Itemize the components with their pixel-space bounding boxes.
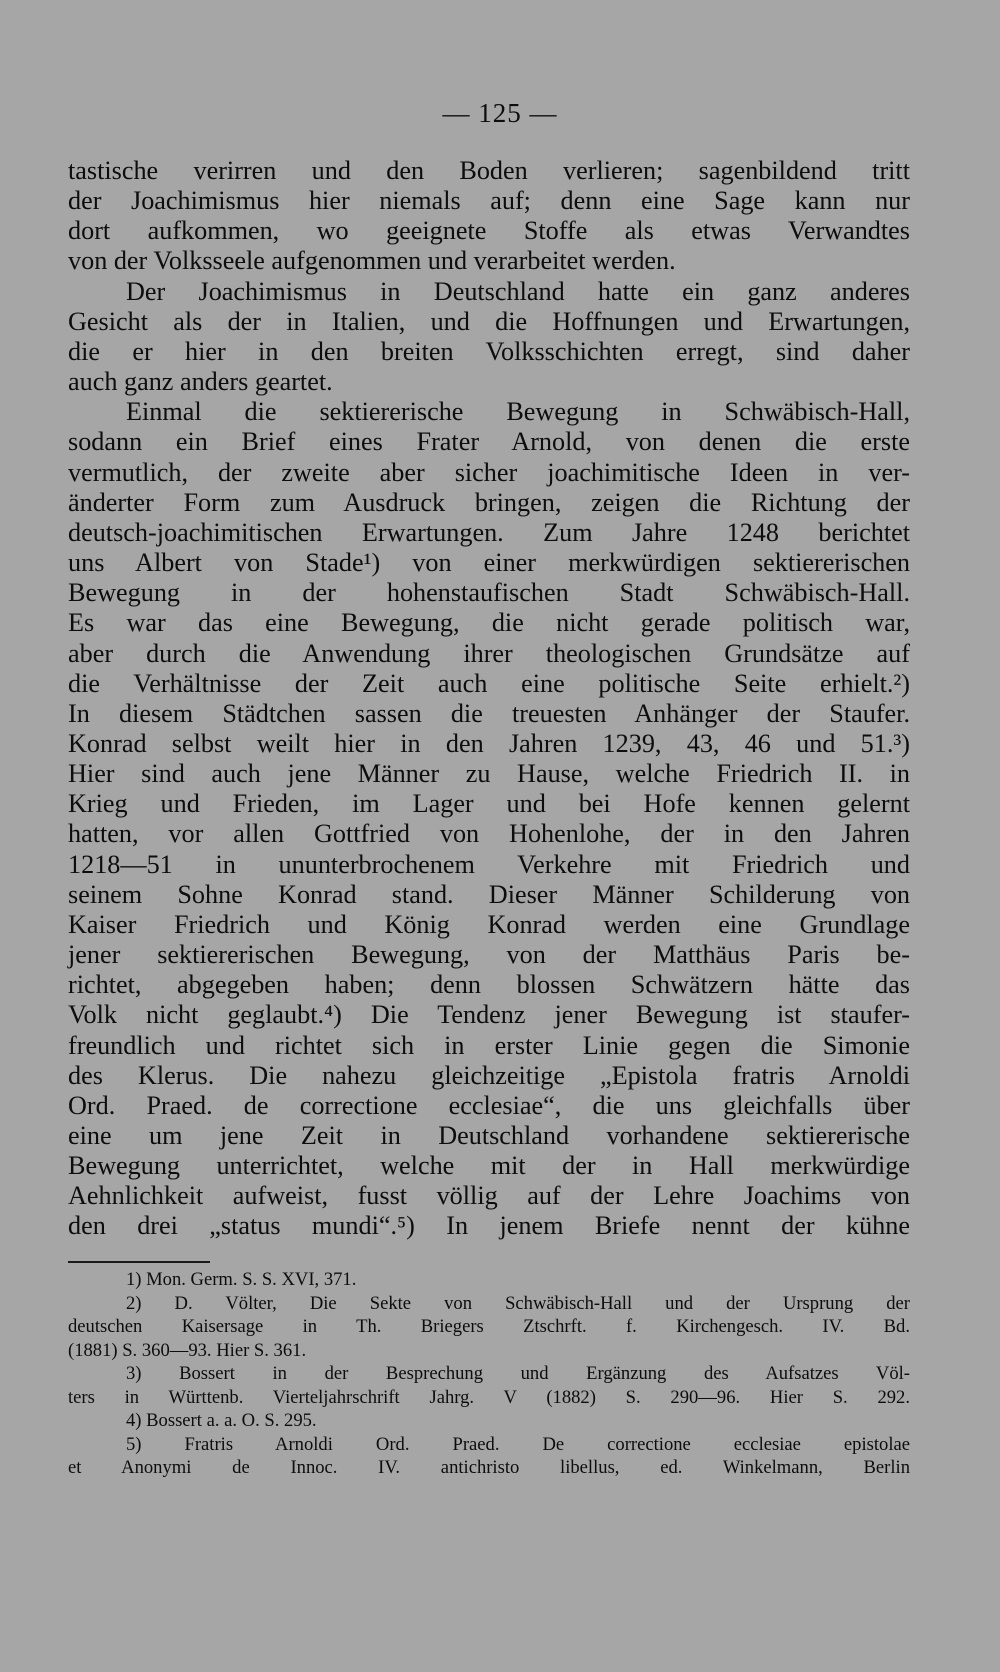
- text-line: Konrad selbst weilt hier in den Jahren 1239, 43, 46 und 51.³): [68, 728, 910, 758]
- text-line: Kaiser Friedrich und König Konrad werden eine Grundlage: [68, 909, 910, 939]
- text-line: die er hier in den breiten Volksschichten erregt, sind daher: [68, 336, 910, 366]
- text-line: Der Joachimismus in Deutschland hatte ein ganz anderes: [126, 276, 910, 306]
- page-number: — 125 —: [442, 98, 558, 128]
- footnote-divider: [68, 1261, 210, 1263]
- text-line: Bewegung unterrichtet, welche mit der in Hall merkwürdige: [68, 1151, 910, 1181]
- text-line: den drei „status mundi“.⁵) In jenem Briefe nennt der kühne: [68, 1211, 910, 1241]
- footnote-line: et Anonymi de Innoc. IV. antichristo libellus, ed. Winkelmann, Berlin: [68, 1457, 910, 1479]
- footnote-line: 5) Fratris Arnoldi Ord. Praed. De correctione ecclesiae epistolae: [126, 1433, 910, 1455]
- text-line: dort aufkommen, wo geeignete Stoffe als etwas Verwandtes: [68, 216, 910, 246]
- footnote-line: (1881) S. 360—93. Hier S. 361.: [68, 1339, 307, 1361]
- text-line: richtet, abgegeben haben; denn blossen Schwätzern hätte das: [68, 970, 910, 1000]
- text-line: freundlich und richtet sich in erster Linie gegen die Simonie: [68, 1030, 910, 1060]
- footnote-line: ters in Württenb. Vierteljahrschrift Jahrg. V (1882) S. 290—96. Hier S. 292.: [68, 1386, 910, 1408]
- footnote-line: deutschen Kaisersage in Th. Briegers Ztschrft. f. Kirchengesch. IV. Bd.: [68, 1316, 910, 1338]
- text-line: von der Volksseele aufgenommen und verarbeitet werden.: [68, 246, 676, 276]
- text-line: jener sektiererischen Bewegung, von der Matthäus Paris be-: [68, 940, 910, 970]
- text-line: sodann ein Brief eines Frater Arnold, von denen die erste: [68, 427, 910, 457]
- text-line: uns Albert von Stade¹) von einer merkwürdigen sektiererischen: [68, 548, 910, 578]
- text-line: 1218—51 in ununterbrochenem Verkehre mit Friedrich und: [68, 849, 910, 879]
- text-line: Einmal die sektiererische Bewegung in Schwäbisch-Hall,: [126, 397, 910, 427]
- body-text: [68, 156, 910, 1242]
- text-line: Krieg und Frieden, im Lager und bei Hofe kennen gelernt: [68, 789, 910, 819]
- text-line: Aehnlichkeit aufweist, fusst völlig auf der Lehre Joachims von: [68, 1181, 910, 1211]
- text-line: Volk nicht geglaubt.⁴) Die Tendenz jener Bewegung ist staufer-: [68, 1000, 910, 1030]
- text-line: auch ganz anders geartet.: [68, 367, 333, 397]
- text-line: Ord. Praed. de correctione ecclesiae“, die uns gleichfalls über: [68, 1090, 910, 1120]
- text-line: die Verhältnisse der Zeit auch eine politische Seite erhielt.²): [68, 668, 910, 698]
- footnote-line: 1) Mon. Germ. S. S. XVI, 371.: [126, 1269, 357, 1290]
- footnote-line: 2) D. Völter, Die Sekte von Schwäbisch-Hall und der Ursprung der: [126, 1292, 910, 1314]
- footnotes: [68, 1268, 910, 1480]
- text-line: deutsch-joachimitischen Erwartungen. Zum Jahre 1248 berichtet: [68, 517, 910, 547]
- text-line: Bewegung in der hohenstaufischen Stadt Schwäbisch-Hall.: [68, 578, 910, 608]
- footnote-line: 3) Bossert in der Besprechung und Ergänzung des Aufsatzes Völ-: [126, 1363, 910, 1385]
- text-line: Es war das eine Bewegung, die nicht gerade politisch war,: [68, 608, 910, 638]
- text-line: tastische verirren und den Boden verlieren; sagenbildend tritt: [68, 156, 910, 185]
- text-line: Gesicht als der in Italien, und die Hoffnungen und Erwartungen,: [68, 306, 910, 336]
- text-line: Hier sind auch jene Männer zu Hause, welche Friedrich II. in: [68, 759, 910, 789]
- text-line: hatten, vor allen Gottfried von Hohenlohe, der in den Jahren: [68, 819, 910, 849]
- text-line: des Klerus. Die nahezu gleichzeitige „Epistola fratris Arnoldi: [68, 1060, 910, 1090]
- footnote-line: 4) Bossert a. a. O. S. 295.: [126, 1410, 317, 1432]
- text-line: In diesem Städtchen sassen die treuesten Anhänger der Staufer.: [68, 698, 910, 728]
- text-line: aber durch die Anwendung ihrer theologischen Grundsätze auf: [68, 638, 910, 668]
- text-line: eine um jene Zeit in Deutschland vorhandene sektiererische: [68, 1121, 910, 1150]
- text-line: der Joachimismus hier niemals auf; denn eine Sage kann nur: [68, 186, 910, 216]
- text-line: seinem Sohne Konrad stand. Dieser Männer Schilderung von: [68, 879, 910, 909]
- text-line: vermutlich, der zweite aber sicher joachimitische Ideen in ver-: [68, 457, 910, 487]
- text-line: änderter Form zum Ausdruck bringen, zeigen die Richtung der: [68, 487, 910, 517]
